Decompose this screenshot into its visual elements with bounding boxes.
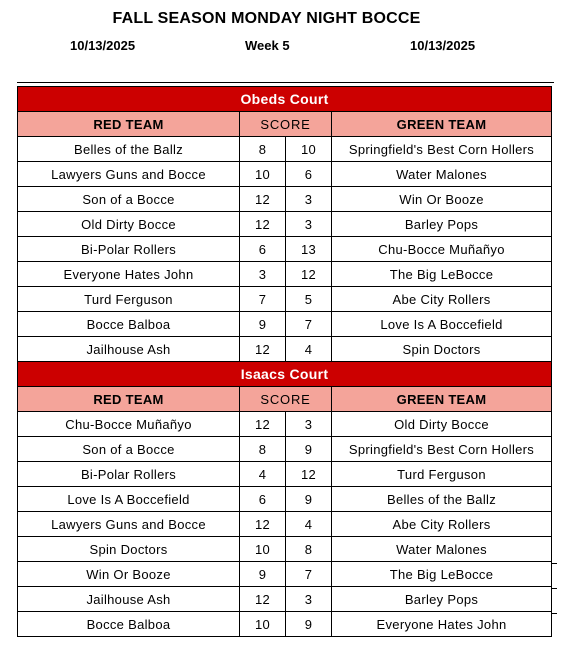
table-row — [18, 587, 552, 612]
week-label: Week 5 — [245, 38, 290, 53]
red-team-name: Jailhouse Ash — [18, 337, 240, 362]
schedule-table — [17, 86, 552, 637]
top-divider — [17, 82, 554, 83]
table-row — [18, 337, 552, 362]
green-team-name: Old Dirty Bocce — [332, 412, 552, 437]
red-score: 12 — [240, 187, 286, 212]
green-team-name: The Big LeBocce — [332, 562, 552, 587]
red-score: 10 — [240, 162, 286, 187]
green-score: 6 — [286, 162, 332, 187]
green-team-name: Chu-Bocce Muñañyo — [332, 237, 552, 262]
red-score: 9 — [240, 562, 286, 587]
green-team-header: GREEN TEAM — [332, 387, 552, 412]
court-name: Isaacs Court — [18, 362, 552, 387]
red-team-name: Win Or Booze — [18, 562, 240, 587]
green-score: 13 — [286, 237, 332, 262]
green-score: 3 — [286, 412, 332, 437]
red-score: 12 — [240, 212, 286, 237]
green-score: 4 — [286, 337, 332, 362]
table-row — [18, 612, 552, 637]
green-team-name: Springfield's Best Corn Hollers — [332, 437, 552, 462]
green-score: 7 — [286, 312, 332, 337]
red-score: 8 — [240, 437, 286, 462]
green-team-name: Spin Doctors — [332, 337, 552, 362]
red-team-name: Son of a Bocce — [18, 437, 240, 462]
court-header-row — [18, 362, 552, 387]
red-team-name: Bocce Balboa — [18, 612, 240, 637]
red-team-name: Turd Ferguson — [18, 287, 240, 312]
right-edge-mark — [551, 563, 557, 564]
red-score: 3 — [240, 262, 286, 287]
green-score: 7 — [286, 562, 332, 587]
date-left: 10/13/2025 — [70, 38, 136, 53]
green-score: 9 — [286, 612, 332, 637]
green-score: 9 — [286, 437, 332, 462]
red-team-header: RED TEAM — [18, 387, 240, 412]
table-row — [18, 237, 552, 262]
red-score: 6 — [240, 237, 286, 262]
table-row — [18, 437, 552, 462]
red-team-name: Lawyers Guns and Bocce — [18, 512, 240, 537]
right-edge-mark — [551, 613, 557, 614]
red-team-name: Bocce Balboa — [18, 312, 240, 337]
green-score: 10 — [286, 137, 332, 162]
green-score: 3 — [286, 212, 332, 237]
green-team-name: The Big LeBocce — [332, 262, 552, 287]
score-header: SCORE — [240, 387, 332, 412]
green-team-name: Win Or Booze — [332, 187, 552, 212]
red-team-name: Jailhouse Ash — [18, 587, 240, 612]
red-team-name: Spin Doctors — [18, 537, 240, 562]
red-score: 12 — [240, 412, 286, 437]
green-team-name: Everyone Hates John — [332, 612, 552, 637]
green-team-header: GREEN TEAM — [332, 112, 552, 137]
red-score: 8 — [240, 137, 286, 162]
red-score: 10 — [240, 537, 286, 562]
score-header: SCORE — [240, 112, 332, 137]
green-team-name: Barley Pops — [332, 212, 552, 237]
date-right: 10/13/2025 — [410, 38, 476, 53]
red-score: 7 — [240, 287, 286, 312]
red-team-name: Chu-Bocce Muñañyo — [18, 412, 240, 437]
green-score: 4 — [286, 512, 332, 537]
red-score: 12 — [240, 337, 286, 362]
red-team-name: Son of a Bocce — [18, 187, 240, 212]
table-row — [18, 212, 552, 237]
red-team-name: Love Is A Boccefield — [18, 487, 240, 512]
column-header-row — [18, 112, 552, 137]
table-row — [18, 537, 552, 562]
green-team-name: Belles of the Ballz — [332, 487, 552, 512]
red-team-name: Lawyers Guns and Bocce — [18, 162, 240, 187]
table-row — [18, 187, 552, 212]
table-row — [18, 412, 552, 437]
green-team-name: Barley Pops — [332, 587, 552, 612]
table-row — [18, 487, 552, 512]
red-score: 4 — [240, 462, 286, 487]
table-row — [18, 262, 552, 287]
green-team-name: Springfield's Best Corn Hollers — [332, 137, 552, 162]
red-team-header: RED TEAM — [18, 112, 240, 137]
table-row — [18, 312, 552, 337]
table-row — [18, 562, 552, 587]
green-team-name: Water Malones — [332, 537, 552, 562]
right-edge-mark — [551, 588, 557, 589]
red-score: 9 — [240, 312, 286, 337]
red-team-name: Old Dirty Bocce — [18, 212, 240, 237]
table-row — [18, 162, 552, 187]
table-row — [18, 137, 552, 162]
court-header-row — [18, 87, 552, 112]
page-title-text: FALL SEASON MONDAY NIGHT BOCCE — [112, 10, 421, 27]
green-score: 9 — [286, 487, 332, 512]
red-score: 12 — [240, 587, 286, 612]
green-team-name: Love Is A Boccefield — [332, 312, 552, 337]
green-team-name: Turd Ferguson — [332, 462, 552, 487]
red-team-name: Belles of the Ballz — [18, 137, 240, 162]
table-row — [18, 512, 552, 537]
red-team-name: Bi-Polar Rollers — [18, 462, 240, 487]
green-team-name: Abe City Rollers — [332, 287, 552, 312]
green-score: 12 — [286, 262, 332, 287]
green-team-name: Abe City Rollers — [332, 512, 552, 537]
court-name: Obeds Court — [18, 87, 552, 112]
green-score: 5 — [286, 287, 332, 312]
green-team-name: Water Malones — [332, 162, 552, 187]
page-title — [0, 10, 565, 28]
red-team-name: Everyone Hates John — [18, 262, 240, 287]
green-score: 8 — [286, 537, 332, 562]
green-score: 3 — [286, 187, 332, 212]
red-score: 10 — [240, 612, 286, 637]
green-score: 12 — [286, 462, 332, 487]
red-team-name: Bi-Polar Rollers — [18, 237, 240, 262]
table-row — [18, 287, 552, 312]
green-score: 3 — [286, 587, 332, 612]
red-score: 12 — [240, 512, 286, 537]
column-header-row — [18, 387, 552, 412]
red-score: 6 — [240, 487, 286, 512]
table-row — [18, 462, 552, 487]
